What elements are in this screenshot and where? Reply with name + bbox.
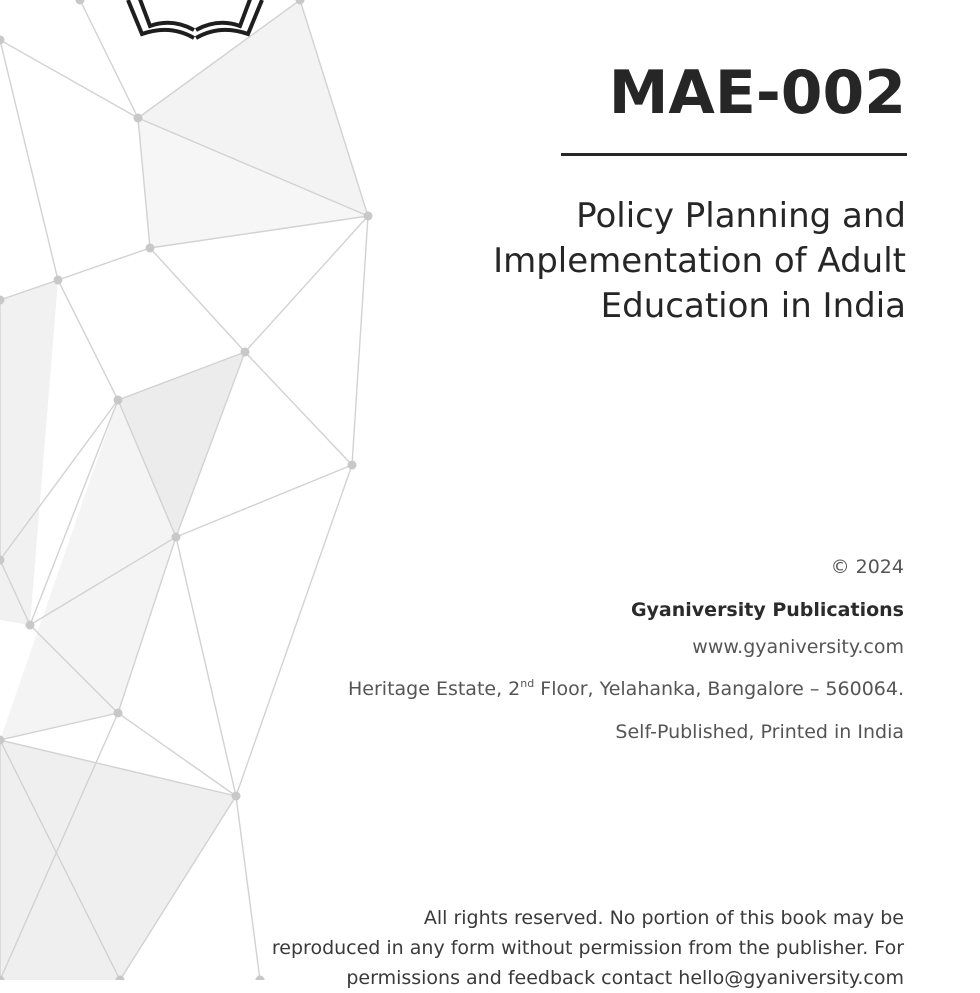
background-edge <box>352 216 368 465</box>
course-title-line: Implementation of Adult <box>493 241 906 281</box>
publisher-name: Gyaniversity Publications <box>630 599 904 621</box>
copyright-notice: © 2024 <box>830 556 904 578</box>
background-node <box>54 276 63 285</box>
background-node <box>241 348 250 357</box>
background-node <box>0 36 5 45</box>
background-edge <box>245 216 368 352</box>
background-node <box>76 0 85 5</box>
rights-line: reproduced in any form without permission from the publisher. For <box>271 937 904 959</box>
title-divider <box>561 153 907 156</box>
address-part: Floor, Yelahanka, Bangalore – 560064. <box>534 678 904 700</box>
background-edge <box>0 40 138 118</box>
background-node <box>364 212 373 221</box>
background-node <box>114 709 123 718</box>
background-edge <box>150 248 245 352</box>
publisher-address <box>204 677 904 700</box>
background-node <box>134 114 143 123</box>
background-edge <box>58 280 118 400</box>
background-node <box>26 621 35 630</box>
course-title-line: Policy Planning and <box>576 196 906 236</box>
course-title <box>386 194 906 329</box>
background-facet <box>0 280 58 625</box>
background-node <box>172 533 181 542</box>
background-node <box>232 792 241 801</box>
background-node <box>348 461 357 470</box>
print-note: Self-Published, Printed in India <box>615 721 904 743</box>
address-ordinal: nd <box>520 677 535 690</box>
address-part: Heritage Estate, 2 <box>348 678 521 700</box>
open-book-logo-icon <box>120 0 270 48</box>
rights-line: All rights reserved. No portion of this book may be <box>423 907 904 929</box>
background-edge <box>245 352 352 465</box>
rights-line: permissions and feedback contact hello@gyaniversity.com <box>346 967 904 989</box>
publication-info <box>204 556 904 743</box>
publisher-website: www.gyaniversity.com <box>692 636 904 658</box>
background-edge <box>58 248 150 280</box>
background-node <box>146 244 155 253</box>
course-code: MAE-002 <box>608 58 906 128</box>
background-edge <box>176 465 352 537</box>
course-title-line: Education in India <box>600 286 906 326</box>
background-node <box>114 396 123 405</box>
background-edge <box>0 40 58 280</box>
